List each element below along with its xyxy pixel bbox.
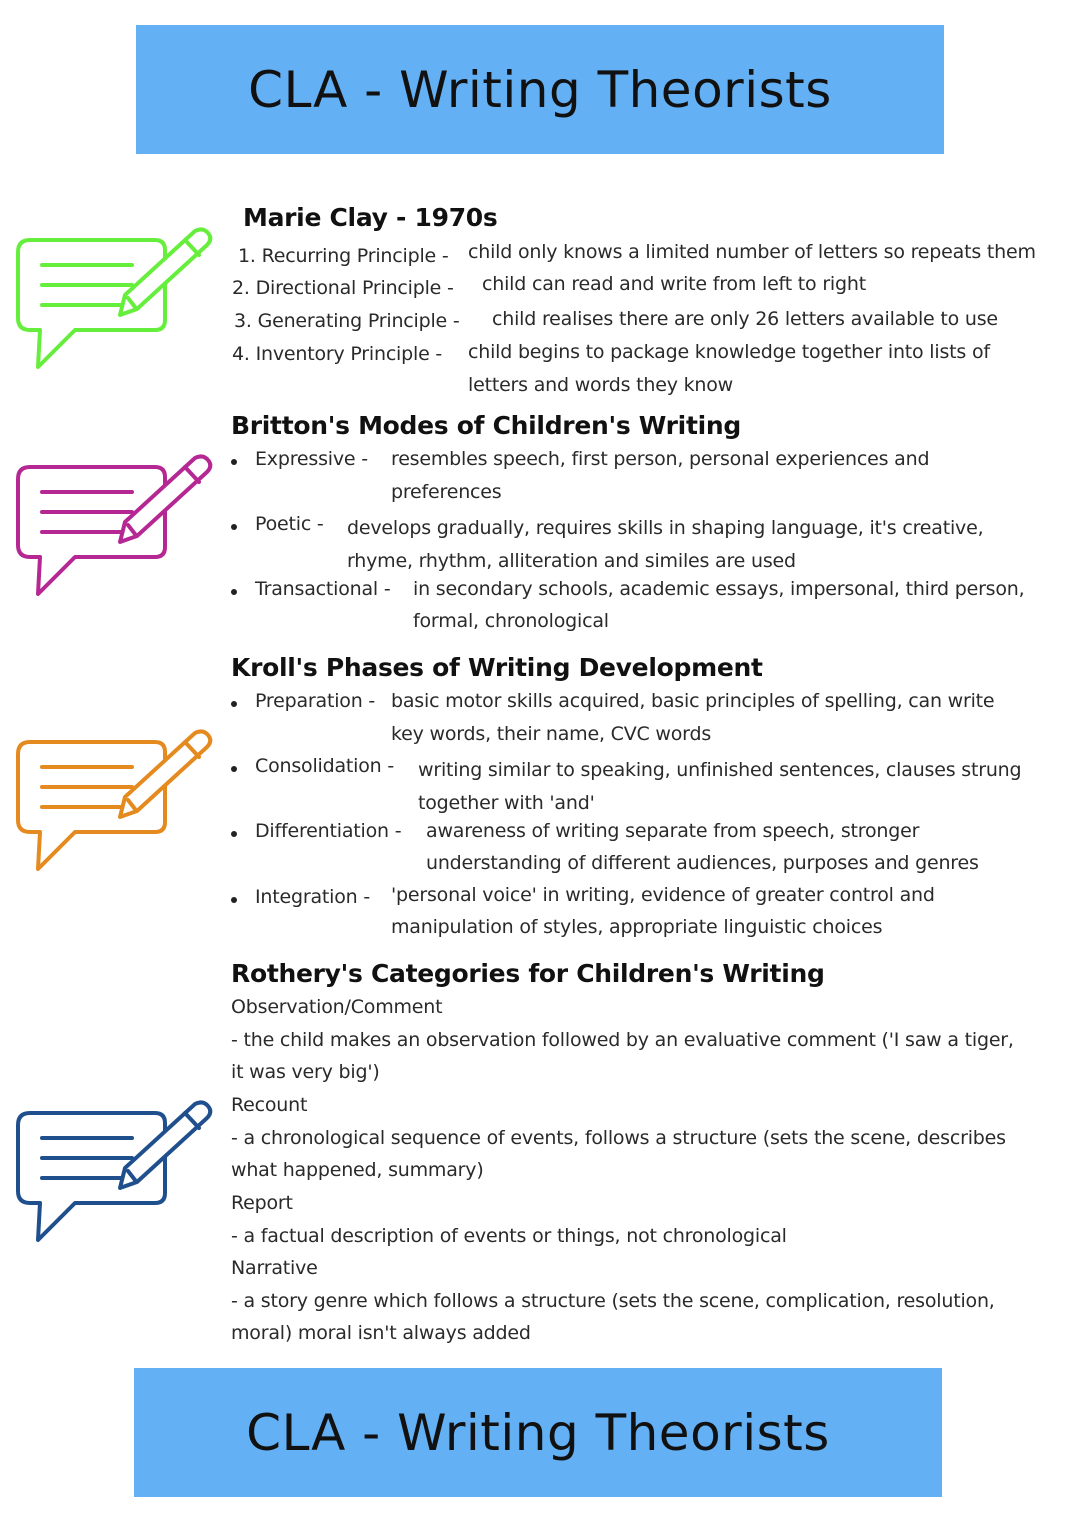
list-item-desc: develops gradually, requires skills in shaping language, it's creative, [347, 517, 984, 539]
page-title: CLA - Writing Theorists [248, 60, 832, 119]
speech-bubble-pencil-icon [10, 727, 220, 877]
category-label: Observation/Comment [231, 996, 443, 1018]
list-item-label: Consolidation - [255, 755, 395, 777]
category-desc: - a story genre which follows a structure (sets the scene, complication, resolution, [231, 1290, 995, 1312]
list-item-label: Expressive - [255, 448, 368, 470]
list-item-desc: preferences [391, 481, 502, 503]
speech-bubble-pencil-icon [10, 452, 220, 602]
list-item-desc: letters and words they know [468, 374, 734, 396]
list-item-label: 1. Recurring Principle - [238, 245, 449, 267]
category-desc: what happened, summary) [231, 1159, 484, 1181]
list-item-label: 4. Inventory Principle - [232, 343, 443, 365]
list-item-desc: child can read and write from left to right [482, 273, 866, 295]
category-label: Report [231, 1192, 293, 1214]
list-item-desc: child begins to package knowledge together into lists of [468, 341, 990, 363]
list-item-label: Preparation - [255, 690, 376, 712]
bullet [231, 766, 237, 772]
bullet [231, 701, 237, 707]
list-item-label: 2. Directional Principle - [232, 277, 454, 299]
list-item-desc: resembles speech, first person, personal experiences and [391, 448, 930, 470]
list-item-desc: basic motor skills acquired, basic principles of spelling, can write [391, 690, 995, 712]
footer-title: CLA - Writing Theorists [246, 1403, 830, 1462]
section-heading-rothery: Rothery's Categories for Children's Writing [231, 959, 825, 988]
list-item-label: Transactional - [255, 578, 391, 600]
list-item-label: Integration - [255, 886, 370, 908]
category-label: Recount [231, 1094, 308, 1116]
bullet [231, 524, 237, 530]
page-title-banner [136, 25, 944, 154]
bullet [231, 897, 237, 903]
section-heading-clay: Marie Clay - 1970s [243, 203, 498, 232]
category-label: Narrative [231, 1257, 318, 1279]
bullet [231, 831, 237, 837]
list-item-desc: formal, chronological [413, 610, 609, 632]
list-item-desc: rhyme, rhythm, alliteration and similes are used [347, 550, 796, 572]
footer-title-banner [134, 1368, 942, 1497]
list-item-desc: key words, their name, CVC words [391, 723, 712, 745]
speech-bubble-pencil-icon [10, 1098, 220, 1248]
category-desc: moral) moral isn't always added [231, 1322, 531, 1344]
list-item-desc: child realises there are only 26 letters available to use [492, 308, 998, 330]
list-item-desc: in secondary schools, academic essays, impersonal, third person, [413, 578, 1025, 600]
bullet [231, 459, 237, 465]
list-item-desc: child only knows a limited number of letters so repeats them [468, 241, 1036, 263]
list-item-label: Poetic - [255, 513, 324, 535]
category-desc: it was very big') [231, 1061, 380, 1083]
list-item-desc: manipulation of styles, appropriate linguistic choices [391, 916, 883, 938]
list-item-desc: writing similar to speaking, unfinished sentences, clauses strung [418, 759, 1022, 781]
list-item-label: 3. Generating Principle - [234, 310, 460, 332]
category-desc: - a factual description of events or things, not chronological [231, 1225, 787, 1247]
category-desc: - the child makes an observation followed by an evaluative comment ('I saw a tiger, [231, 1029, 1014, 1051]
list-item-desc: 'personal voice' in writing, evidence of greater control and [391, 884, 935, 906]
category-desc: - a chronological sequence of events, follows a structure (sets the scene, describes [231, 1127, 1006, 1149]
list-item-desc: together with 'and' [418, 792, 595, 814]
list-item-label: Differentiation - [255, 820, 402, 842]
list-item-desc: awareness of writing separate from speech, stronger [426, 820, 920, 842]
bullet [231, 589, 237, 595]
section-heading-kroll: Kroll's Phases of Writing Development [231, 653, 763, 682]
list-item-desc: understanding of different audiences, purposes and genres [426, 852, 979, 874]
section-heading-britton: Britton's Modes of Children's Writing [231, 411, 741, 440]
speech-bubble-pencil-icon [10, 225, 220, 375]
